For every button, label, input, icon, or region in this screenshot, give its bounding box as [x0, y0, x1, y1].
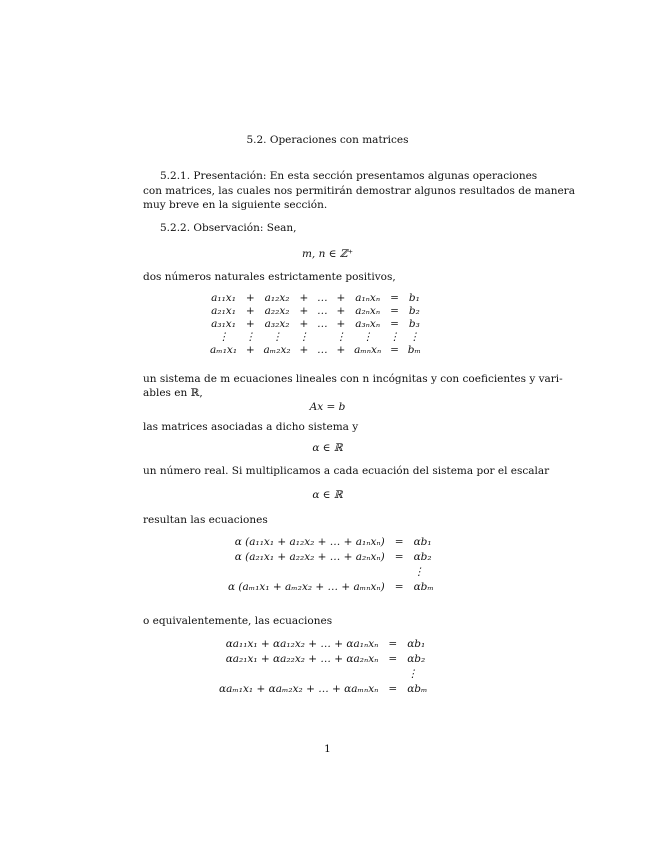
- system-cell: aₘₙxₙ: [354, 344, 382, 357]
- equation-lhs: αa₁₁x₁ + αa₁₂x₂ + … + αa₁ₙxₙ: [225, 638, 379, 651]
- equation-rhs: αbₘ: [407, 683, 428, 696]
- system-cell: a₂₂x₂: [264, 305, 290, 318]
- system-row: [206, 318, 425, 331]
- equation-lhs: [223, 565, 390, 580]
- equations-block-2: [0, 637, 655, 697]
- equations-table-1: [223, 535, 439, 595]
- observacion-label: 5.2.2. Observación:: [160, 222, 264, 234]
- system-cell: ⋮: [362, 331, 373, 344]
- system-cell: =: [390, 344, 399, 357]
- text-naturales: dos números naturales estrictamente positivos,: [143, 271, 396, 283]
- system-cell: =: [390, 305, 399, 318]
- system-cell: ⋮: [245, 331, 256, 344]
- equation-rhs: ⋮: [407, 668, 418, 681]
- equation-row: [223, 550, 439, 565]
- system-cell: aₘ₁x₁: [210, 344, 238, 357]
- system-cell: a₃₁x₁: [211, 318, 236, 331]
- equation-row: [223, 580, 439, 595]
- system-cell: +: [245, 305, 255, 318]
- equation-row: [214, 652, 432, 667]
- presentacion-line-1: [160, 170, 537, 183]
- equation-rel: =: [388, 653, 398, 666]
- linear-system-table: [206, 292, 425, 357]
- system-cell: +: [336, 318, 346, 331]
- system-cell: ⋮: [409, 331, 420, 344]
- system-cell: [313, 331, 332, 344]
- system-cell: a₂₁x₁: [211, 305, 236, 318]
- equation-row: [214, 637, 432, 652]
- equation-rel: =: [394, 551, 404, 564]
- system-cell: aₘ₂x₂: [263, 344, 291, 357]
- observacion-text: Sean,: [266, 222, 297, 234]
- system-cell: +: [245, 344, 255, 357]
- section-heading: 5.2. Operaciones con matrices: [246, 134, 409, 146]
- text-sistema-2: ables en ℝ,: [143, 387, 203, 399]
- equation-lhs: αaₘ₁x₁ + αaₘ₂x₂ + … + αaₘₙxₙ: [219, 683, 379, 696]
- system-cell: +: [336, 292, 346, 305]
- equation-rhs: αb₂: [407, 653, 426, 666]
- equation-rel: [390, 565, 409, 580]
- equation-lhs: α (aₘ₁x₁ + aₘ₂x₂ + … + aₘₙxₙ): [228, 581, 385, 594]
- system-cell: …: [317, 344, 328, 357]
- equation-rel: =: [394, 536, 404, 549]
- equation-row: [223, 565, 439, 580]
- system-cell: bₘ: [407, 344, 421, 357]
- page-number: 1: [324, 743, 331, 755]
- system-cell: =: [390, 318, 399, 331]
- system-row: [206, 292, 425, 305]
- system-cell: =: [390, 292, 399, 305]
- system-cell: …: [317, 318, 328, 331]
- system-cell: …: [317, 292, 328, 305]
- equations-table-2: [214, 637, 432, 697]
- equation-rhs: αbₘ: [413, 581, 434, 594]
- text-numero-real: un número real. Si multiplicamos a cada ecuación del sistema por el escalar: [143, 465, 550, 477]
- formula-alpha-2: α ∈ ℝ: [312, 489, 343, 501]
- system-cell: a₃₂x₂: [264, 318, 290, 331]
- system-cell: b₃: [408, 318, 420, 331]
- observacion-line: [160, 222, 297, 235]
- presentacion-line-2: con matrices, las cuales nos permitirán demostrar algunos resultados de manera: [143, 185, 575, 197]
- system-cell: ⋮: [389, 331, 400, 344]
- formula-ax: Ax = b: [309, 401, 346, 413]
- system-cell: a₁ₙxₙ: [355, 292, 381, 305]
- system-cell: a₃ₙxₙ: [355, 318, 381, 331]
- equation-row: [214, 667, 432, 682]
- equation-rel: [383, 667, 402, 682]
- system-cell: b₂: [408, 305, 420, 318]
- system-cell: ⋮: [298, 331, 310, 344]
- system-cell: +: [336, 344, 346, 357]
- system-cell: ⋮: [335, 331, 347, 344]
- system-cell: ⋮: [271, 331, 283, 344]
- equation-rhs: αb₁: [413, 536, 432, 549]
- formula-alpha-1: α ∈ ℝ: [312, 442, 343, 454]
- equation-rhs: αb₁: [407, 638, 426, 651]
- system-cell: a₂ₙxₙ: [355, 305, 381, 318]
- presentacion-label: 5.2.1. Presentación:: [160, 170, 267, 182]
- equation-rhs: αb₂: [413, 551, 432, 564]
- equation-row: [214, 682, 432, 697]
- system-row: [206, 305, 425, 318]
- text-equivalentemente: o equivalentemente, las ecuaciones: [143, 615, 333, 627]
- system-cell: +: [299, 292, 309, 305]
- system-row: [206, 331, 425, 344]
- system-row: [206, 344, 425, 357]
- equation-rhs: ⋮: [413, 566, 425, 579]
- presentacion-text-1: En esta sección presentamos algunas operaciones: [269, 170, 538, 182]
- system-cell: +: [299, 344, 309, 357]
- system-cell: a₁₁x₁: [211, 292, 236, 305]
- equation-rel: =: [388, 683, 398, 696]
- system-cell: a₁₂x₂: [264, 292, 290, 305]
- equation-lhs: [214, 667, 383, 682]
- system-cell: …: [317, 305, 328, 318]
- system-cell: +: [299, 318, 309, 331]
- equation-rel: =: [388, 638, 398, 651]
- text-resultan: resultan las ecuaciones: [143, 514, 268, 526]
- equation-lhs: αa₂₁x₁ + αa₂₂x₂ + … + αa₂ₙxₙ: [225, 653, 379, 666]
- equations-block-1: [0, 535, 655, 595]
- text-matrices: las matrices asociadas a dicho sistema y: [143, 421, 359, 433]
- presentacion-line-3: muy breve en la siguiente sección.: [143, 199, 328, 211]
- equation-lhs: α (a₁₁x₁ + a₁₂x₂ + … + a₁ₙxₙ): [234, 536, 385, 549]
- formula-mn: m, n ∈ ℤ⁺: [301, 248, 354, 260]
- system-cell: ⋮: [218, 331, 229, 344]
- linear-system: [206, 292, 425, 357]
- system-cell: +: [245, 292, 255, 305]
- system-cell: +: [245, 318, 255, 331]
- equation-rel: =: [394, 581, 404, 594]
- equation-row: [223, 535, 439, 550]
- system-cell: +: [336, 305, 346, 318]
- equation-lhs: α (a₂₁x₁ + a₂₂x₂ + … + a₂ₙxₙ): [234, 551, 385, 564]
- text-sistema-1: un sistema de m ecuaciones lineales con n incógnitas y con coeficientes y vari-: [143, 373, 563, 385]
- system-cell: b₁: [408, 292, 420, 305]
- system-cell: +: [299, 305, 309, 318]
